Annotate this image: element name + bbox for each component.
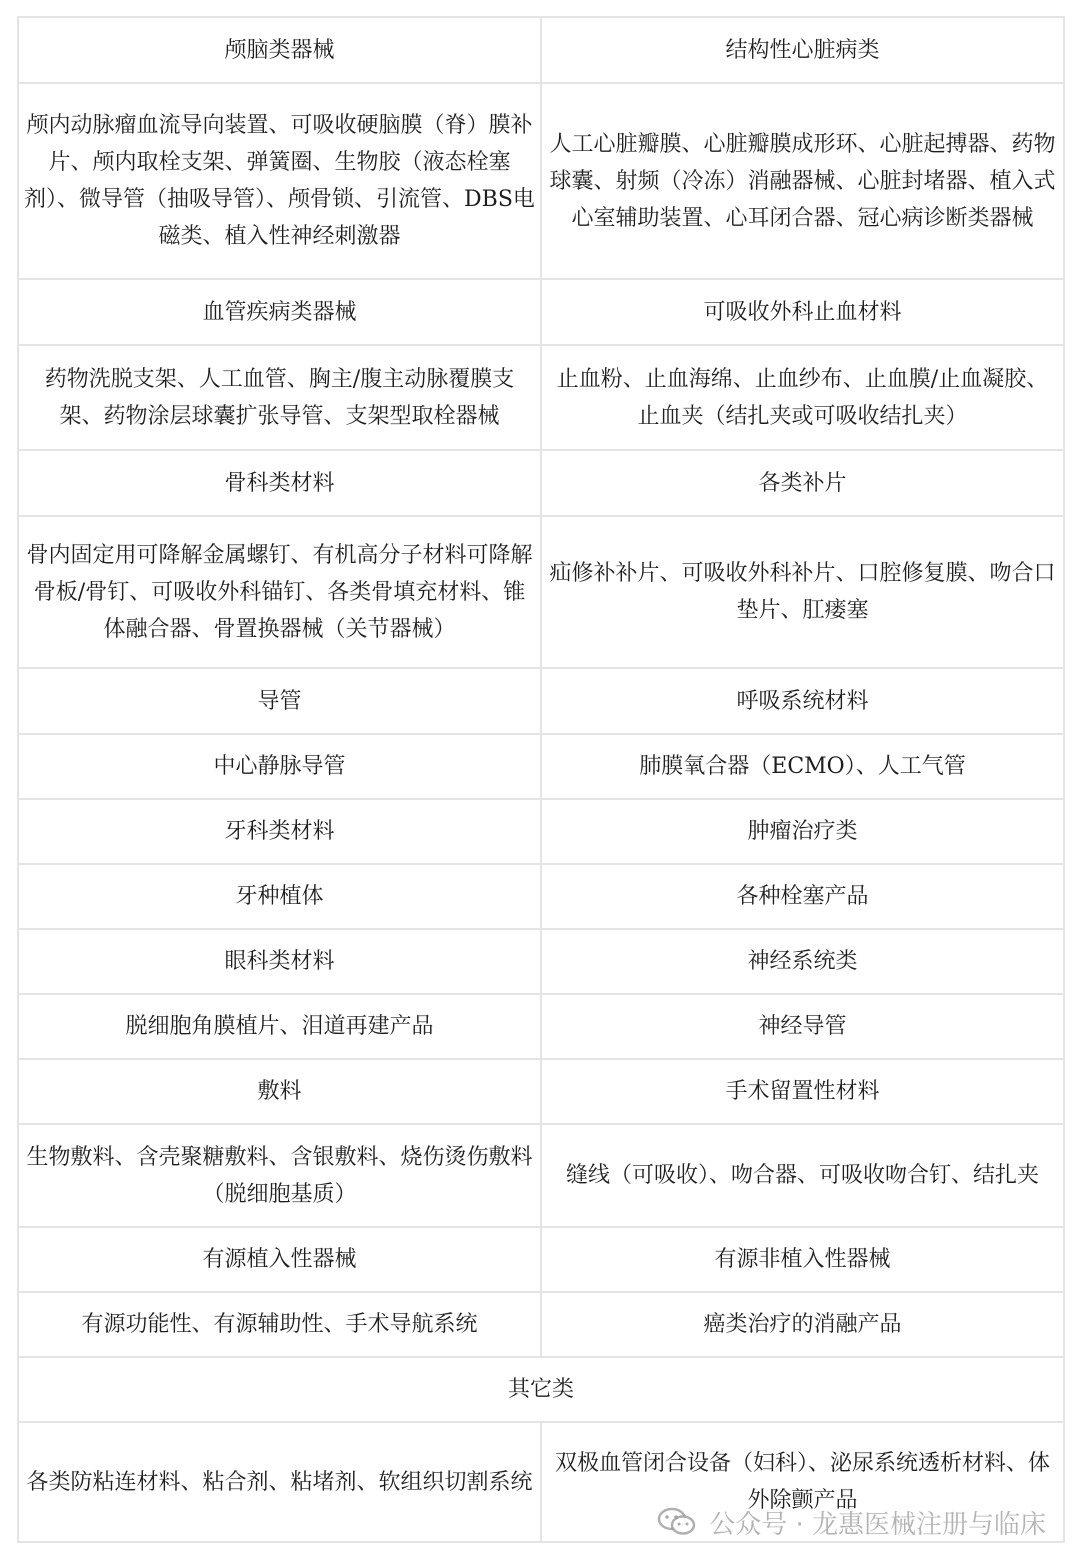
- category-items-cell: 人工心脏瓣膜、心脏瓣膜成形环、心脏起搏器、药物球囊、射频（冷冻）消融器械、心脏封堵器、植入式心室辅助装置、心耳闭合器、冠心病诊断类器械: [541, 83, 1064, 279]
- table-row: [18, 83, 1064, 279]
- category-items-cell: 神经导管: [541, 994, 1064, 1059]
- category-items-cell: 双极血管闭合设备（妇科）、泌尿系统透析材料、体外除颤产品: [541, 1422, 1064, 1542]
- category-items-cell: 生物敷料、含壳聚糖敷料、含银敷料、烧伤烫伤敷料（脱细胞基质）: [18, 1124, 541, 1227]
- table-row: [18, 1357, 1064, 1422]
- category-items-cell: 肺膜氧合器（ECMO）、人工气管: [541, 734, 1064, 799]
- table-row: [18, 1227, 1064, 1292]
- category-header-cell: 有源非植入性器械: [541, 1227, 1064, 1292]
- category-header-cell: 肿瘤治疗类: [541, 799, 1064, 864]
- category-items-cell: 脱细胞角膜植片、泪道再建产品: [18, 994, 541, 1059]
- category-header-cell: 血管疾病类器械: [18, 279, 541, 345]
- category-items-cell: 中心静脉导管: [18, 734, 541, 799]
- category-items-cell: 各类防粘连材料、粘合剂、粘堵剂、软组织切割系统: [18, 1422, 541, 1542]
- category-items-cell: 颅内动脉瘤血流导向装置、可吸收硬脑膜（脊）膜补片、颅内取栓支架、弹簧圈、生物胶（液态栓塞剂）、微导管（抽吸导管）、颅骨锁、引流管、DBS电磁类、植入性神经刺激器: [18, 83, 541, 279]
- table-row: [18, 1059, 1064, 1124]
- category-items-cell: 癌类治疗的消融产品: [541, 1292, 1064, 1357]
- table-row: [18, 929, 1064, 994]
- category-header-cell: 导管: [18, 668, 541, 734]
- category-header-cell: 颅脑类器械: [18, 17, 541, 83]
- table-row: [18, 279, 1064, 345]
- category-items-cell: 骨内固定用可降解金属螺钉、有机高分子材料可降解骨板/骨钉、可吸收外科锚钉、各类骨填充材料、锥体融合器、骨置换器械（关节器械）: [18, 516, 541, 668]
- table-row: [18, 1124, 1064, 1227]
- category-items-cell: 各种栓塞产品: [541, 864, 1064, 929]
- table-row: [18, 864, 1064, 929]
- other-category-header: 其它类: [18, 1357, 1064, 1422]
- category-items-cell: 药物洗脱支架、人工血管、胸主/腹主动脉覆膜支架、药物涂层球囊扩张导管、支架型取栓器械: [18, 345, 541, 450]
- table-row: [18, 17, 1064, 83]
- category-table-container: [17, 16, 1063, 1543]
- category-header-cell: 结构性心脏病类: [541, 17, 1064, 83]
- table-row: [18, 668, 1064, 734]
- category-items-cell: 止血粉、止血海绵、止血纱布、止血膜/止血凝胶、止血夹（结扎夹或可吸收结扎夹）: [541, 345, 1064, 450]
- category-header-cell: 眼科类材料: [18, 929, 541, 994]
- category-items-cell: 有源功能性、有源辅助性、手术导航系统: [18, 1292, 541, 1357]
- category-header-cell: 呼吸系统材料: [541, 668, 1064, 734]
- category-header-cell: 牙科类材料: [18, 799, 541, 864]
- table-row: [18, 450, 1064, 516]
- category-items-cell: 疝修补补片、可吸收外科补片、口腔修复膜、吻合口垫片、肛瘘塞: [541, 516, 1064, 668]
- category-header-cell: 各类补片: [541, 450, 1064, 516]
- table-row: [18, 994, 1064, 1059]
- category-header-cell: 敷料: [18, 1059, 541, 1124]
- table-row: [18, 1292, 1064, 1357]
- table-row: [18, 799, 1064, 864]
- category-header-cell: 有源植入性器械: [18, 1227, 541, 1292]
- category-header-cell: 手术留置性材料: [541, 1059, 1064, 1124]
- table-row: [18, 734, 1064, 799]
- category-header-cell: 可吸收外科止血材料: [541, 279, 1064, 345]
- category-header-cell: 骨科类材料: [18, 450, 541, 516]
- table-row: [18, 345, 1064, 450]
- device-category-table: [17, 16, 1065, 1543]
- category-items-cell: 牙种植体: [18, 864, 541, 929]
- watermark-text: 公众号 · 龙惠医械注册与临床: [709, 1509, 1046, 1540]
- table-row: [18, 1422, 1064, 1542]
- category-items-cell: 缝线（可吸收）、吻合器、可吸收吻合钉、结扎夹: [541, 1124, 1064, 1227]
- category-header-cell: 神经系统类: [541, 929, 1064, 994]
- table-row: [18, 516, 1064, 668]
